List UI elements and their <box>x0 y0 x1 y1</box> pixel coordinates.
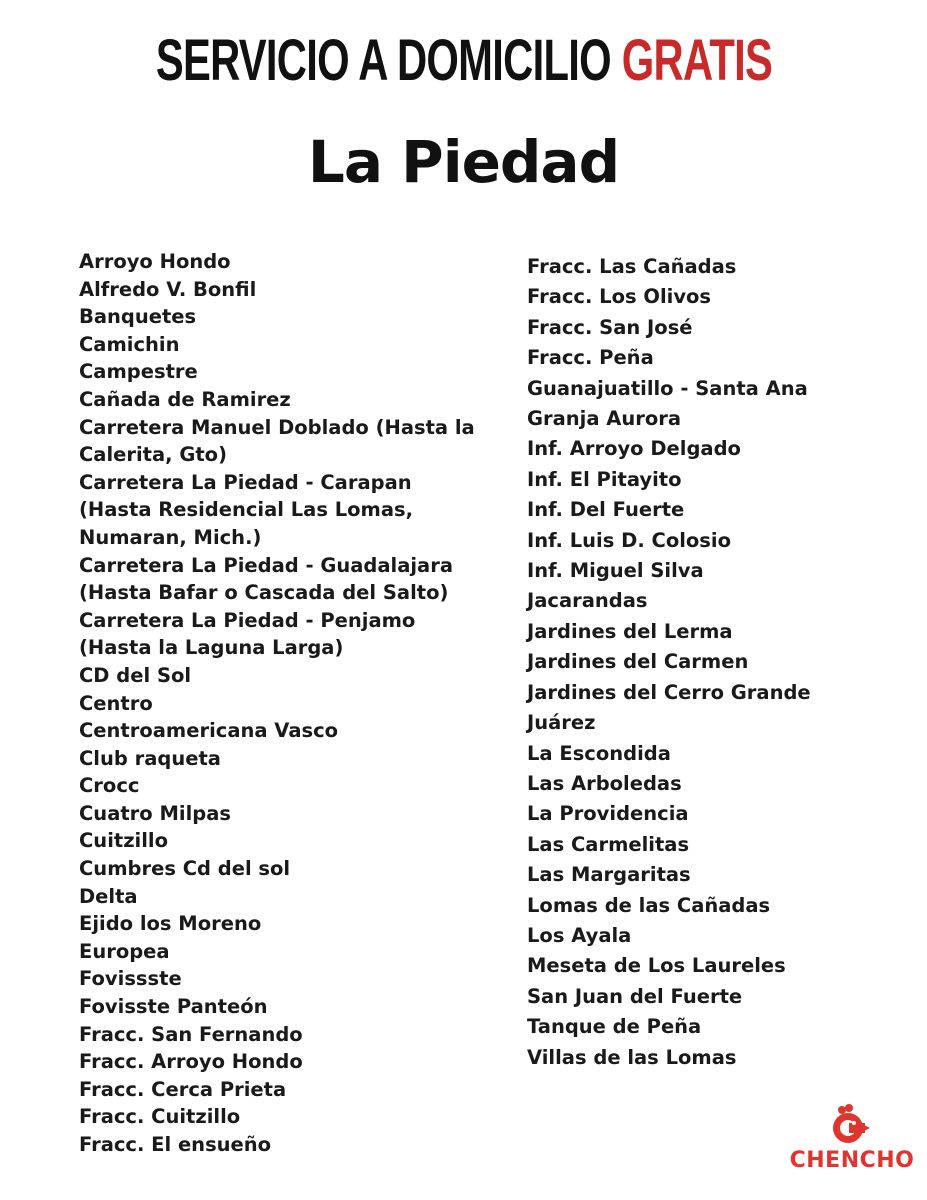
neighborhood-item: Cañada de Ramirez <box>79 387 291 411</box>
neighborhood-item: Las Carmelitas <box>527 832 690 856</box>
neighborhood-item: Fracc. El ensueño <box>79 1133 272 1156</box>
neighborhood-item: Fovisste Panteón <box>79 995 268 1019</box>
neighborhood-item: Arroyo Hondo <box>79 250 231 273</box>
neighborhood-item: La Escondida <box>527 741 671 765</box>
neighborhood-item: Inf. El Pitayito <box>527 467 682 491</box>
neighborhood-item: Fracc. Las Cañadas <box>527 255 737 278</box>
neighborhood-item: Numaran, Mich.) <box>79 525 262 549</box>
neighborhood-item: Juárez <box>527 711 596 735</box>
neighborhood-item: Delta <box>79 884 138 908</box>
neighborhood-item: Club raqueta <box>79 746 221 770</box>
neighborhood-item: Inf. Arroyo Delgado <box>527 437 741 461</box>
neighborhood-item: Fracc. Cerca Prieta <box>79 1077 287 1101</box>
neighborhood-item: Carretera Manuel Doblado (Hasta la <box>79 415 475 439</box>
neighborhood-item: Fovissste <box>79 967 182 991</box>
neighborhood-item: San Juan del Fuerte <box>527 984 743 1008</box>
right-column-list <box>527 252 907 1073</box>
chicken-head-icon <box>830 1104 870 1146</box>
neighborhood-item: Calerita, Gto) <box>79 443 227 467</box>
neighborhood-item: Carretera La Piedad - Penjamo <box>79 608 416 632</box>
neighborhood-item: Alfredo V. Bonfil <box>79 277 257 301</box>
headline-main: SERVICIO A DOMICILIO <box>155 28 611 93</box>
neighborhood-item: (Hasta Residencial Las Lomas, <box>79 498 414 522</box>
brand-logo <box>782 1104 922 1176</box>
neighborhood-item: Villas de las Lomas <box>527 1045 737 1069</box>
headline-text <box>155 28 771 94</box>
neighborhood-item: Jacarandas <box>527 589 648 613</box>
neighborhood-item: Europea <box>79 939 170 963</box>
neighborhood-item: Cuatro Milpas <box>79 801 231 825</box>
neighborhood-item: Tanque de Peña <box>527 1015 702 1039</box>
neighborhood-item: Los Ayala <box>527 923 632 947</box>
neighborhood-item: Inf. Del Fuerte <box>527 498 685 522</box>
neighborhood-item: Inf. Luis D. Colosio <box>527 528 731 552</box>
neighborhood-item: Fracc. Peña <box>527 346 654 370</box>
neighborhood-item: Campestre <box>79 360 198 384</box>
neighborhood-item: Fracc. San Fernando <box>79 1022 303 1046</box>
neighborhood-item: Ejido los Moreno <box>79 912 262 936</box>
neighborhood-item: Jardines del Cerro Grande <box>527 680 811 704</box>
neighborhood-item: Fracc. Los Olivos <box>527 285 712 309</box>
neighborhood-item: La Providencia <box>527 802 689 826</box>
neighborhood-item: Jardines del Carmen <box>527 650 749 674</box>
headline <box>0 28 927 94</box>
neighborhood-item: Crocc <box>79 774 140 798</box>
neighborhood-item: Fracc. San José <box>527 315 693 339</box>
logo-text: CHENCHO <box>789 1148 915 1173</box>
city-title: La Piedad <box>307 128 620 196</box>
neighborhood-item: Fracc. Arroyo Hondo <box>79 1050 303 1074</box>
left-column-list <box>79 248 479 1159</box>
neighborhood-item: Inf. Miguel Silva <box>527 559 704 583</box>
neighborhood-item: (Hasta Bafar o Cascada del Salto) <box>79 581 449 605</box>
neighborhood-item: Carretera La Piedad - Carapan <box>79 470 412 494</box>
neighborhood-item: Jardines del Lerma <box>527 619 733 643</box>
neighborhood-item: Granja Aurora <box>527 407 682 431</box>
neighborhood-item: Carretera La Piedad - Guadalajara <box>79 553 453 577</box>
neighborhood-item: Las Arboledas <box>527 771 682 795</box>
neighborhood-item: Centroamericana Vasco <box>79 719 339 743</box>
neighborhood-item: Fracc. Cuitzillo <box>79 1105 241 1129</box>
neighborhood-item: Lomas de las Cañadas <box>527 893 771 917</box>
neighborhood-item: Cumbres Cd del sol <box>79 857 291 881</box>
headline-accent: GRATIS <box>621 28 772 93</box>
neighborhood-item: (Hasta la Laguna Larga) <box>79 636 344 660</box>
neighborhood-item: CD del Sol <box>79 663 192 687</box>
neighborhood-item: Camichin <box>79 332 180 356</box>
neighborhood-item: Meseta de Los Laureles <box>527 954 786 978</box>
neighborhood-item: Centro <box>79 691 153 715</box>
neighborhood-item: Guanajuatillo - Santa Ana <box>527 376 808 400</box>
neighborhood-item: Cuitzillo <box>79 829 168 853</box>
neighborhood-item: Banquetes <box>79 305 197 329</box>
neighborhood-item: Las Margaritas <box>527 863 691 887</box>
